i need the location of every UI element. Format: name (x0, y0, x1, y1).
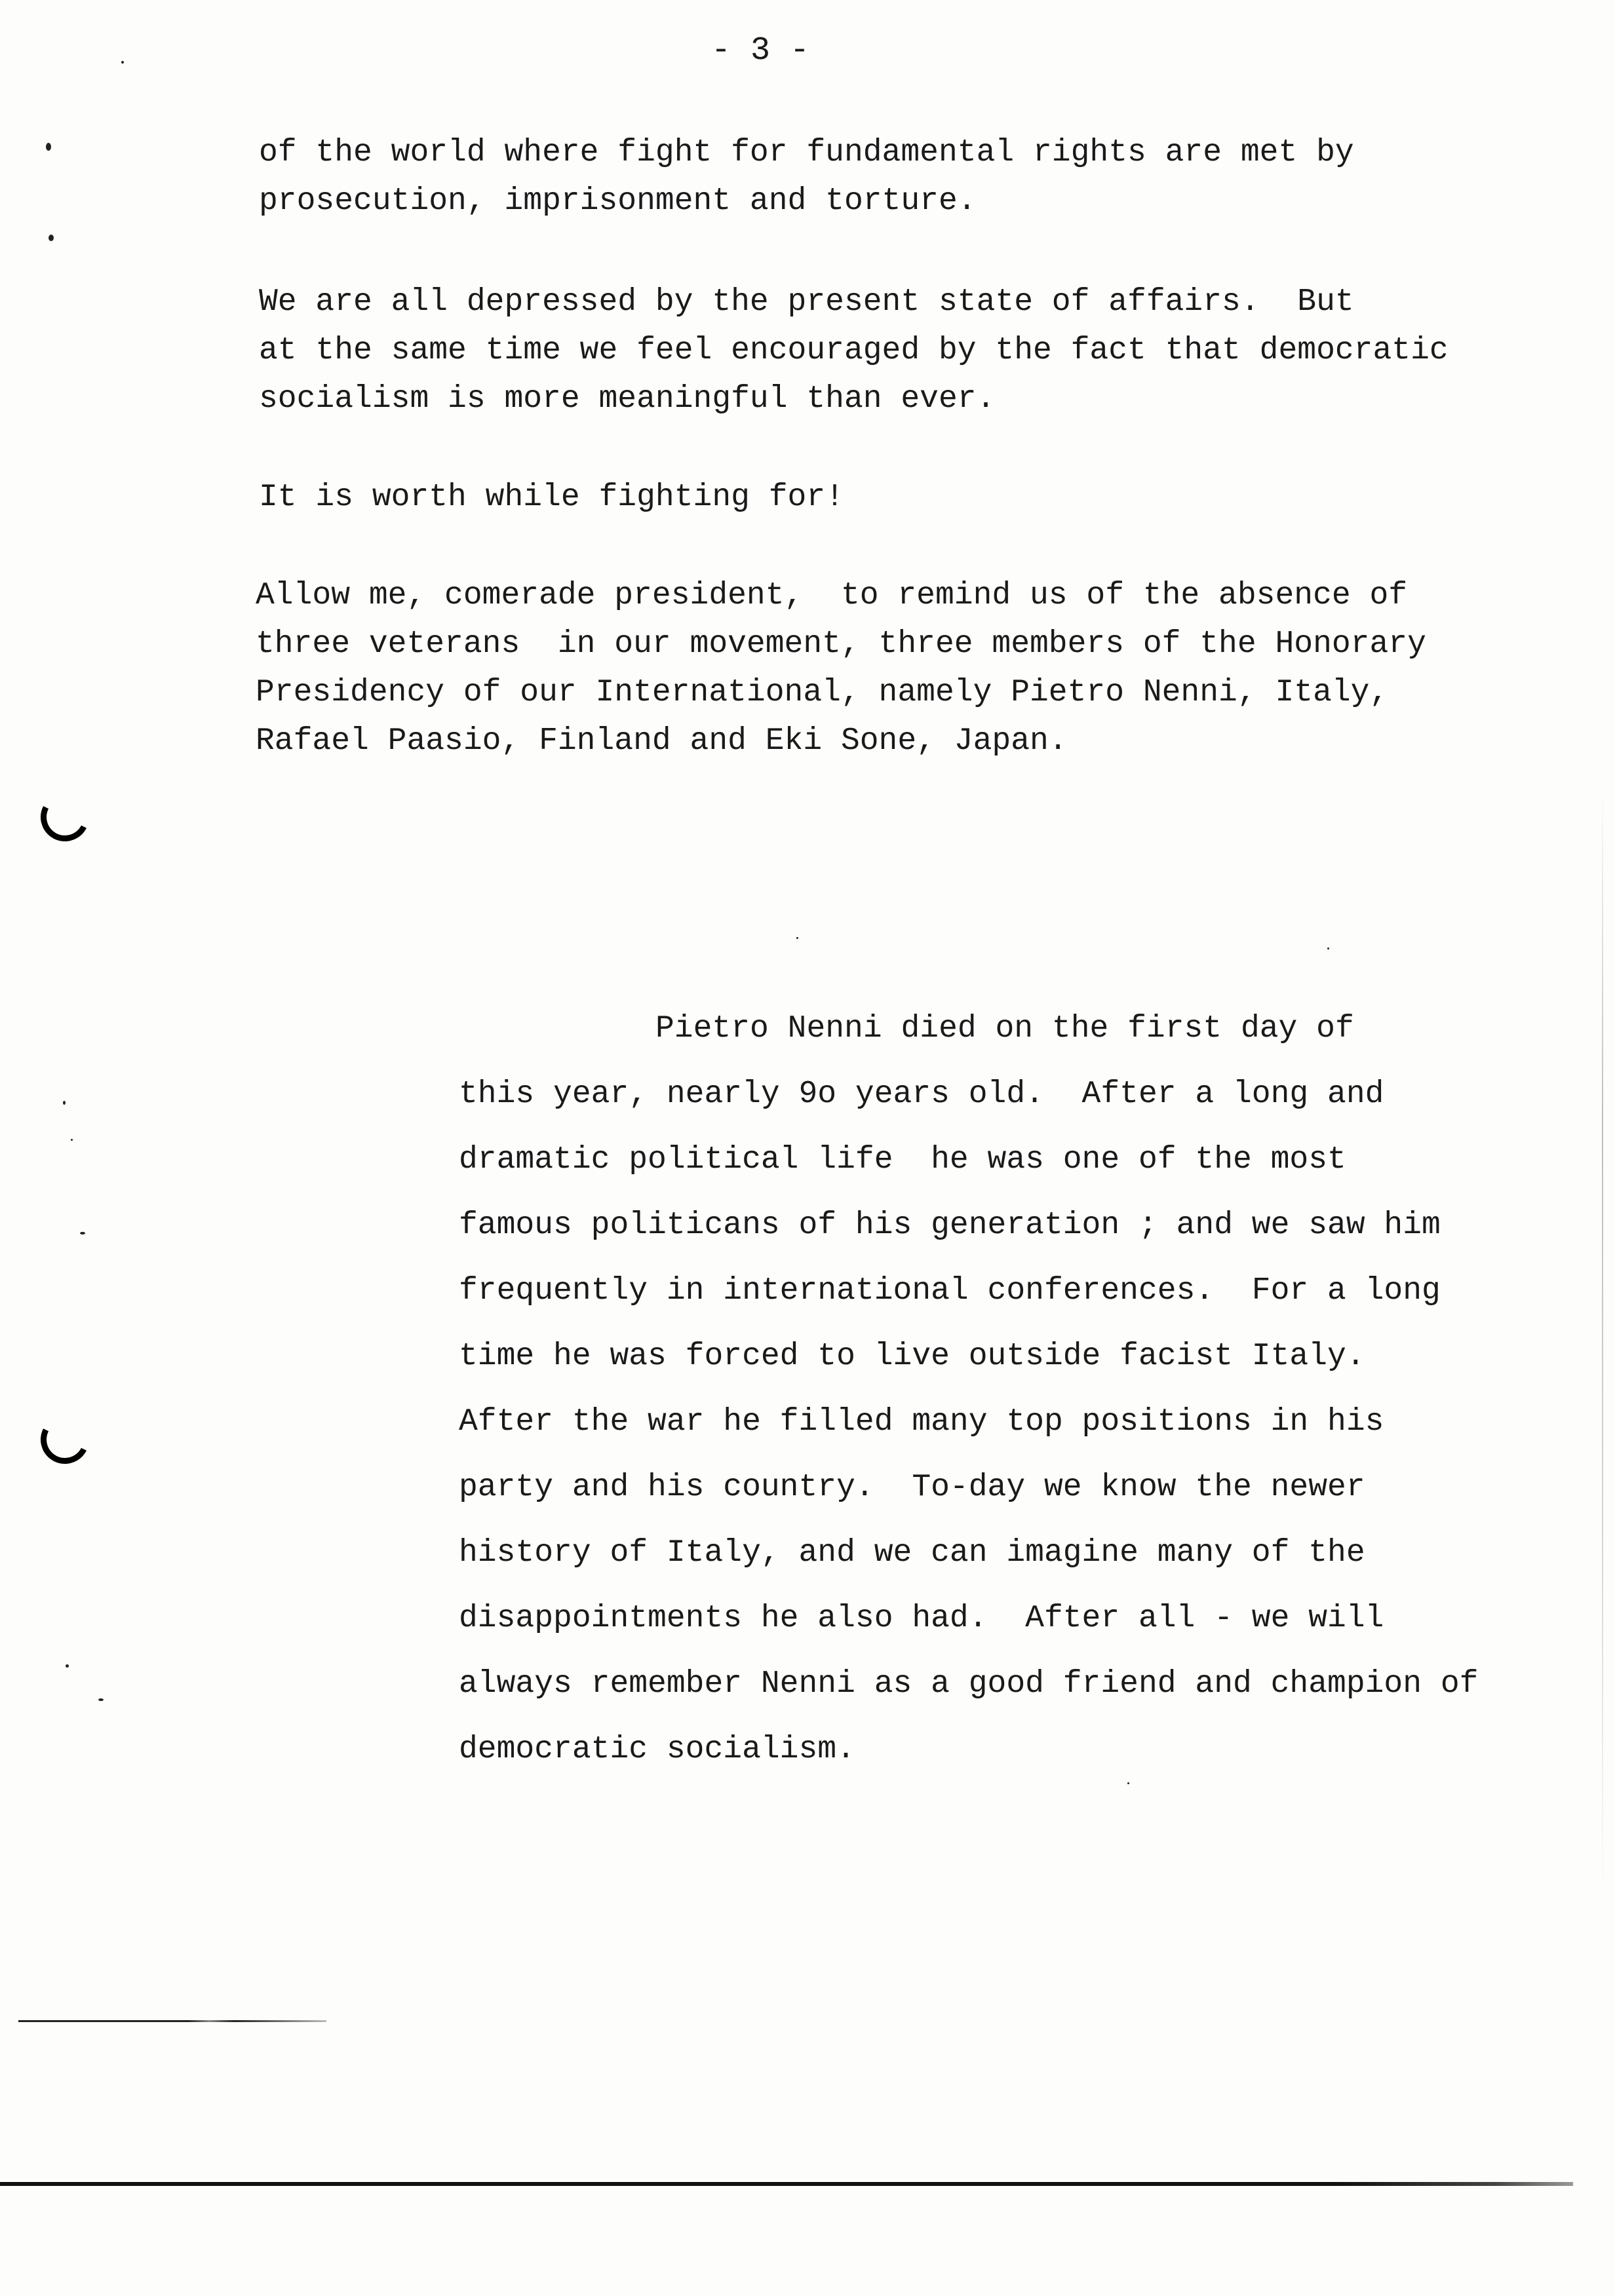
scan-speck (66, 1664, 69, 1668)
text-line: of the world where fight for fundamental rights are met by (259, 135, 1354, 170)
scan-speck (63, 1101, 66, 1105)
text-line: dramatic political life he was one of the most (459, 1142, 1346, 1177)
binder-hole-mark (34, 786, 95, 847)
text-line: three veterans in our movement, three members of the Honorary (256, 626, 1426, 662)
scan-speck (121, 61, 124, 64)
paragraph-4 (256, 571, 1426, 765)
scan-speck (49, 235, 54, 241)
scan-speck (796, 937, 798, 939)
text-line: disappointments he also had. After all - we will (459, 1601, 1384, 1636)
paragraph-1 (259, 128, 1354, 225)
text-line: famous politicans of his generation ; and we saw him (459, 1208, 1441, 1243)
text-line: party and his country. To-day we know the newer (459, 1470, 1365, 1505)
scan-speck (71, 1139, 73, 1141)
scan-speck (80, 1232, 85, 1234)
text-line: prosecution, imprisonment and torture. (259, 183, 977, 219)
text-line: time he was forced to live outside facist Italy. (459, 1339, 1365, 1374)
text-line: Allow me, comerade president, to remind us of the absence of (256, 578, 1408, 613)
page-number: - 3 - (711, 32, 810, 69)
page-edge-shadow (1602, 786, 1603, 1900)
text-line: We are all depressed by the present state of affairs. But (259, 284, 1354, 320)
scan-speck (1327, 947, 1329, 949)
scan-speck (98, 1698, 104, 1701)
scan-speck (46, 143, 51, 151)
text-line: history of Italy, and we can imagine many of the (459, 1535, 1365, 1571)
paragraph-3 (259, 473, 844, 522)
binder-hole-mark (34, 1409, 95, 1470)
text-line: Presidency of our International, namely Pietro Nenni, Italy, (256, 675, 1389, 710)
paragraph-2 (259, 278, 1449, 423)
text-line: socialism is more meaningful than ever. (259, 381, 996, 417)
scan-speck (1127, 1782, 1129, 1784)
text-line: It is worth while fighting for! (259, 480, 844, 515)
text-line: this year, nearly 9o years old. After a long and (459, 1077, 1384, 1112)
text-line: After the war he filled many top positions in his (459, 1404, 1384, 1440)
text-line: democratic socialism. (459, 1732, 855, 1767)
text-line: always remember Nenni as a good friend and champion of (459, 1666, 1479, 1702)
text-line: frequently in international conferences. For a long (459, 1273, 1441, 1309)
text-line: Rafael Paasio, Finland and Eki Sone, Japan. (256, 723, 1068, 759)
paragraph-5-nenni (459, 996, 1478, 1782)
scan-line (18, 2020, 326, 2022)
text-line: Pietro Nenni died on the first day of (655, 1011, 1354, 1046)
bottom-rule (0, 2182, 1573, 2186)
text-line: at the same time we feel encouraged by the fact that democratic (259, 333, 1449, 368)
